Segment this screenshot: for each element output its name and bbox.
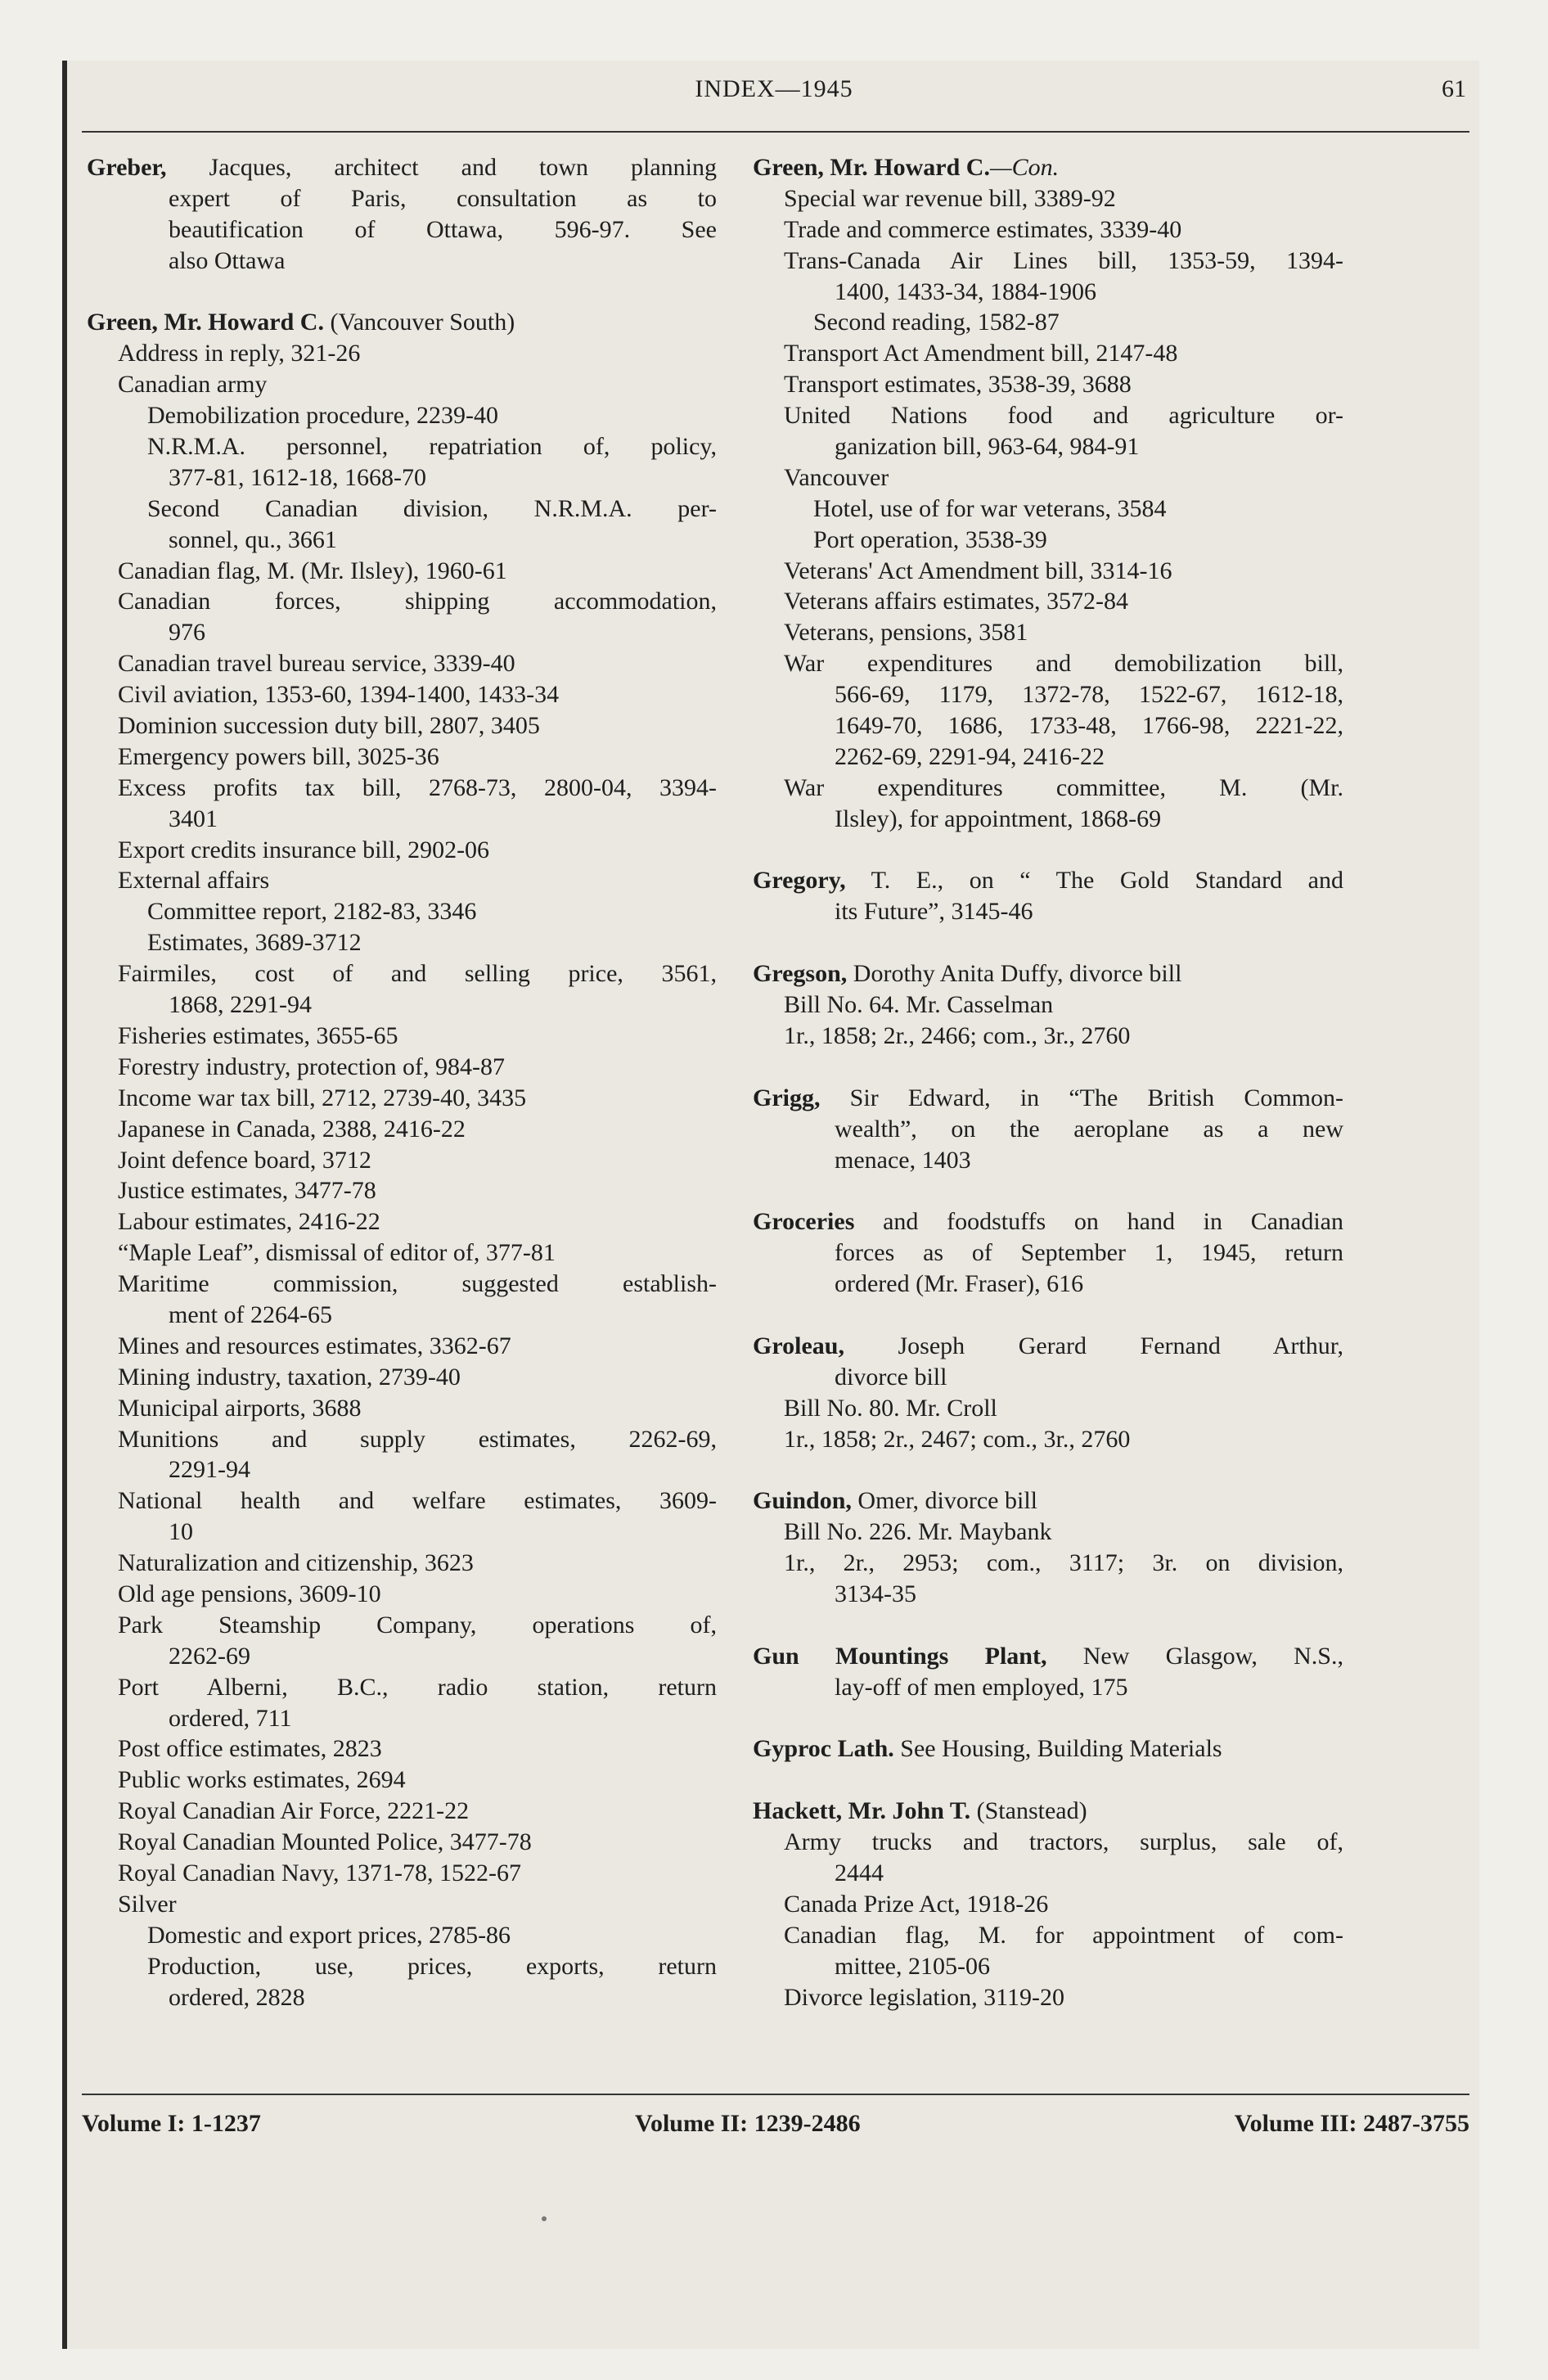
index-heading: Grigg, bbox=[753, 1084, 821, 1111]
index-entry: ordered, 711 bbox=[169, 1704, 292, 1732]
index-heading-detail: Joseph Gerard Fernand Arthur, bbox=[844, 1332, 1343, 1359]
index-entry: Estimates, 3689-3712 bbox=[147, 929, 362, 957]
right-column bbox=[753, 152, 1343, 2013]
index-entry: Veterans' Act Amendment bill, 3314-16 bbox=[784, 557, 1172, 584]
index-entry: Canadian flag, M. for appointment of com- bbox=[784, 1921, 1343, 1949]
entry-spacer bbox=[753, 927, 1343, 958]
page-title: INDEX—1945 bbox=[695, 75, 853, 102]
index-entry: Bill No. 226. Mr. Maybank bbox=[784, 1518, 1052, 1546]
index-heading-line bbox=[753, 1641, 1343, 1672]
index-entry: Forestry industry, protection of, 984-87 bbox=[118, 1053, 505, 1080]
index-heading: Green, Mr. Howard C. bbox=[87, 309, 324, 336]
index-entry: Royal Canadian Air Force, 2221-22 bbox=[118, 1797, 470, 1825]
index-entry: Canadian flag, M. (Mr. Ilsley), 1960-61 bbox=[118, 557, 507, 584]
index-entry: Second reading, 1582-87 bbox=[813, 309, 1060, 336]
index-entry: N.R.M.A. personnel, repatriation of, policy, bbox=[147, 433, 717, 461]
entry-spacer bbox=[753, 1765, 1343, 1796]
index-entry: Municipal airports, 3688 bbox=[118, 1394, 362, 1422]
header-rule bbox=[82, 131, 1469, 133]
index-entry: Income war tax bill, 2712, 2739-40, 3435 bbox=[118, 1084, 527, 1111]
index-entry: ordered (Mr. Fraser), 616 bbox=[835, 1270, 1084, 1298]
index-entry: Trade and commerce estimates, 3339-40 bbox=[784, 215, 1182, 243]
index-entry: Trans-Canada Air Lines bill, 1353-59, 1394- bbox=[784, 246, 1343, 274]
index-entry: 3134-35 bbox=[835, 1580, 916, 1607]
index-entry: Second Canadian division, N.R.M.A. per- bbox=[147, 494, 717, 522]
index-entry: Veterans, pensions, 3581 bbox=[784, 619, 1028, 647]
index-entry: Dominion succession duty bill, 2807, 3405 bbox=[118, 712, 540, 740]
index-entry: Excess profits tax bill, 2768-73, 2800-04, 3394- bbox=[118, 773, 717, 801]
page-number: 61 bbox=[1442, 75, 1466, 102]
index-entry: 1868, 2291-94 bbox=[169, 991, 312, 1019]
index-entry: ganization bill, 963-64, 984-91 bbox=[835, 433, 1140, 461]
index-entry: External affairs bbox=[118, 867, 270, 895]
index-entry: National health and welfare estimates, 3609- bbox=[118, 1487, 717, 1515]
index-heading: Gyproc Lath. bbox=[753, 1735, 894, 1763]
index-entry: Labour estimates, 2416-22 bbox=[118, 1208, 380, 1236]
entry-spacer bbox=[753, 1610, 1343, 1641]
index-entry: 2444 bbox=[835, 1859, 884, 1886]
volume-1-range: Volume I: 1-1237 bbox=[82, 2110, 261, 2137]
entry-spacer bbox=[753, 1175, 1343, 1206]
index-entry: ment of 2264-65 bbox=[169, 1300, 332, 1328]
volume-2-range: Volume II: 1239-2486 bbox=[635, 2110, 861, 2137]
index-entry: War expenditures committee, M. (Mr. bbox=[784, 773, 1343, 801]
index-heading-detail: Dorothy Anita Duffy, divorce bill bbox=[847, 960, 1182, 988]
index-entry: Veterans affairs estimates, 3572-84 bbox=[784, 588, 1128, 615]
index-entry: “Maple Leaf”, dismissal of editor of, 377-81 bbox=[118, 1239, 556, 1267]
index-heading-line bbox=[753, 1331, 1343, 1362]
index-entry: Bill No. 64. Mr. Casselman bbox=[784, 991, 1054, 1019]
index-entry: Port operation, 3538-39 bbox=[813, 525, 1047, 553]
index-entry: Canada Prize Act, 1918-26 bbox=[784, 1890, 1049, 1918]
index-heading: Groceries bbox=[753, 1208, 855, 1236]
index-entry: 2262-69 bbox=[169, 1642, 250, 1670]
index-heading-line bbox=[753, 1796, 1343, 1827]
index-entry: Civil aviation, 1353-60, 1394-1400, 1433-34 bbox=[118, 681, 560, 709]
index-heading-detail: Omer, divorce bill bbox=[851, 1487, 1037, 1515]
index-heading-line bbox=[87, 152, 717, 183]
index-entry: Export credits insurance bill, 2902-06 bbox=[118, 836, 490, 863]
index-heading: Green, Mr. Howard C. bbox=[753, 154, 990, 181]
footer-rule bbox=[82, 2094, 1469, 2095]
index-entry: 1r., 1858; 2r., 2466; com., 3r., 2760 bbox=[784, 1021, 1131, 1049]
index-entry: Canadian forces, shipping accommodation, bbox=[118, 588, 717, 615]
index-entry: beautification of Ottawa, 596-97. See bbox=[169, 215, 717, 243]
index-heading-detail: (Stanstead) bbox=[970, 1797, 1087, 1825]
index-entry: forces as of September 1, 1945, return bbox=[835, 1239, 1343, 1267]
index-entry: Canadian army bbox=[118, 371, 268, 399]
index-entry: Demobilization procedure, 2239-40 bbox=[147, 402, 499, 430]
index-heading: Gregory, bbox=[753, 867, 846, 895]
left-column bbox=[87, 152, 717, 2013]
index-entry: 566-69, 1179, 1372-78, 1522-67, 1612-18, bbox=[835, 681, 1343, 709]
index-entry: Maritime commission, suggested establish- bbox=[118, 1270, 717, 1298]
page-speck bbox=[542, 2216, 547, 2221]
index-entry: Hotel, use of for war veterans, 3584 bbox=[813, 494, 1167, 522]
index-entry: Royal Canadian Navy, 1371-78, 1522-67 bbox=[118, 1859, 521, 1886]
index-heading-line bbox=[753, 958, 1343, 989]
index-entry: Fisheries estimates, 3655-65 bbox=[118, 1021, 398, 1049]
index-heading: Gregson, bbox=[753, 960, 848, 988]
index-entry: Divorce legislation, 3119-20 bbox=[784, 1983, 1064, 2011]
index-entry: Joint defence board, 3712 bbox=[118, 1146, 371, 1174]
index-heading-line bbox=[753, 1733, 1343, 1765]
index-entry: wealth”, on the aeroplane as a new bbox=[835, 1115, 1343, 1143]
entry-spacer bbox=[753, 835, 1343, 866]
index-entry: Special war revenue bill, 3389-92 bbox=[784, 184, 1116, 212]
index-entry: Justice estimates, 3477-78 bbox=[118, 1177, 376, 1205]
index-entry: also Ottawa bbox=[169, 246, 286, 274]
index-entry: Naturalization and citizenship, 3623 bbox=[118, 1549, 474, 1577]
index-heading-detail: and foodstuffs on hand in Canadian bbox=[854, 1208, 1343, 1236]
index-entry: Silver bbox=[118, 1890, 177, 1918]
index-entry: Emergency powers bill, 3025-36 bbox=[118, 742, 439, 770]
index-entry: Domestic and export prices, 2785-86 bbox=[147, 1921, 511, 1949]
index-heading-detail: T. E., on “ The Gold Standard and bbox=[845, 867, 1343, 895]
index-heading-line bbox=[753, 1485, 1343, 1517]
index-heading: Greber, bbox=[87, 154, 167, 181]
index-entry: 10 bbox=[169, 1518, 193, 1546]
index-entry: 3401 bbox=[169, 805, 218, 832]
index-entry: 1649-70, 1686, 1733-48, 1766-98, 2221-22, bbox=[835, 712, 1343, 740]
index-heading-detail: Sir Edward, in “The British Common- bbox=[820, 1084, 1343, 1111]
entry-spacer bbox=[753, 1703, 1343, 1734]
index-entry: Mines and resources estimates, 3362-67 bbox=[118, 1332, 511, 1359]
index-heading: Guindon, bbox=[753, 1487, 852, 1515]
index-entry: Old age pensions, 3609-10 bbox=[118, 1580, 381, 1607]
index-entry: Post office estimates, 2823 bbox=[118, 1735, 382, 1763]
index-heading-line bbox=[87, 307, 717, 338]
entry-spacer bbox=[753, 1300, 1343, 1331]
running-head bbox=[82, 75, 1466, 124]
index-heading-line bbox=[753, 1206, 1343, 1237]
index-entry: Address in reply, 321-26 bbox=[118, 340, 361, 367]
entry-spacer bbox=[753, 1454, 1343, 1485]
index-entry: Mining industry, taxation, 2739-40 bbox=[118, 1363, 461, 1391]
index-heading-detail: See Housing, Building Materials bbox=[893, 1735, 1222, 1763]
index-entry: lay-off of men employed, 175 bbox=[835, 1673, 1128, 1701]
volume-3-range: Volume III: 2487-3755 bbox=[1234, 2110, 1469, 2137]
index-entry: Munitions and supply estimates, 2262-69, bbox=[118, 1425, 717, 1453]
index-entry: Park Steamship Company, operations of, bbox=[118, 1611, 717, 1639]
index-entry: sonnel, qu., 3661 bbox=[169, 525, 337, 553]
index-entry: Public works estimates, 2694 bbox=[118, 1766, 406, 1794]
index-heading-detail: —Con. bbox=[989, 154, 1060, 181]
index-entry: Ilsley), for appointment, 1868-69 bbox=[835, 805, 1162, 832]
index-heading-detail: Jacques, architect and town planning bbox=[166, 154, 717, 181]
index-entry: Bill No. 80. Mr. Croll bbox=[784, 1394, 997, 1422]
index-entry: Committee report, 2182-83, 3346 bbox=[147, 898, 477, 926]
index-heading: Gun Mountings Plant, bbox=[753, 1642, 1047, 1670]
index-entry: mittee, 2105-06 bbox=[835, 1952, 990, 1980]
index-entry: Production, use, prices, exports, return bbox=[147, 1952, 717, 1980]
index-entry: expert of Paris, consultation as to bbox=[169, 184, 717, 212]
volume-footer bbox=[82, 2110, 1469, 2138]
entry-spacer bbox=[87, 277, 717, 308]
index-heading-line bbox=[753, 865, 1343, 896]
index-entry: ordered, 2828 bbox=[169, 1983, 305, 2011]
index-entry: 2291-94 bbox=[169, 1456, 250, 1484]
index-heading: Groleau, bbox=[753, 1332, 844, 1359]
index-entry: menace, 1403 bbox=[835, 1146, 971, 1174]
index-entry: Royal Canadian Mounted Police, 3477-78 bbox=[118, 1828, 532, 1856]
index-entry: 976 bbox=[169, 619, 205, 647]
index-entry: Fairmiles, cost of and selling price, 3561, bbox=[118, 960, 717, 988]
index-entry: War expenditures and demobilization bill, bbox=[784, 650, 1343, 678]
index-entry: its Future”, 3145-46 bbox=[835, 898, 1033, 926]
index-entry: United Nations food and agriculture or- bbox=[784, 402, 1343, 430]
index-entry: 377-81, 1612-18, 1668-70 bbox=[169, 463, 426, 491]
index-entry: Japanese in Canada, 2388, 2416-22 bbox=[118, 1115, 466, 1143]
index-entry: 2262-69, 2291-94, 2416-22 bbox=[835, 742, 1105, 770]
index-entry: divorce bill bbox=[835, 1363, 947, 1391]
index-heading-detail: New Glasgow, N.S., bbox=[1046, 1642, 1343, 1670]
index-entry: Army trucks and tractors, surplus, sale of, bbox=[784, 1828, 1343, 1856]
index-entry: 1r., 2r., 2953; com., 3117; 3r. on division, bbox=[784, 1549, 1343, 1577]
entry-spacer bbox=[753, 1052, 1343, 1083]
index-heading: Hackett, Mr. John T. bbox=[753, 1797, 971, 1825]
index-entry: 1400, 1433-34, 1884-1906 bbox=[835, 277, 1096, 305]
index-entry: 1r., 1858; 2r., 2467; com., 3r., 2760 bbox=[784, 1425, 1131, 1453]
index-entry: Port Alberni, B.C., radio station, return bbox=[118, 1673, 717, 1701]
index-entry: Vancouver bbox=[784, 463, 889, 491]
index-heading-line bbox=[753, 152, 1343, 183]
index-entry: Canadian travel bureau service, 3339-40 bbox=[118, 650, 515, 678]
index-entry: Transport estimates, 3538-39, 3688 bbox=[784, 371, 1132, 399]
index-heading-detail: (Vancouver South) bbox=[323, 309, 515, 336]
index-heading-line bbox=[753, 1083, 1343, 1114]
index-entry: Transport Act Amendment bill, 2147-48 bbox=[784, 340, 1178, 367]
